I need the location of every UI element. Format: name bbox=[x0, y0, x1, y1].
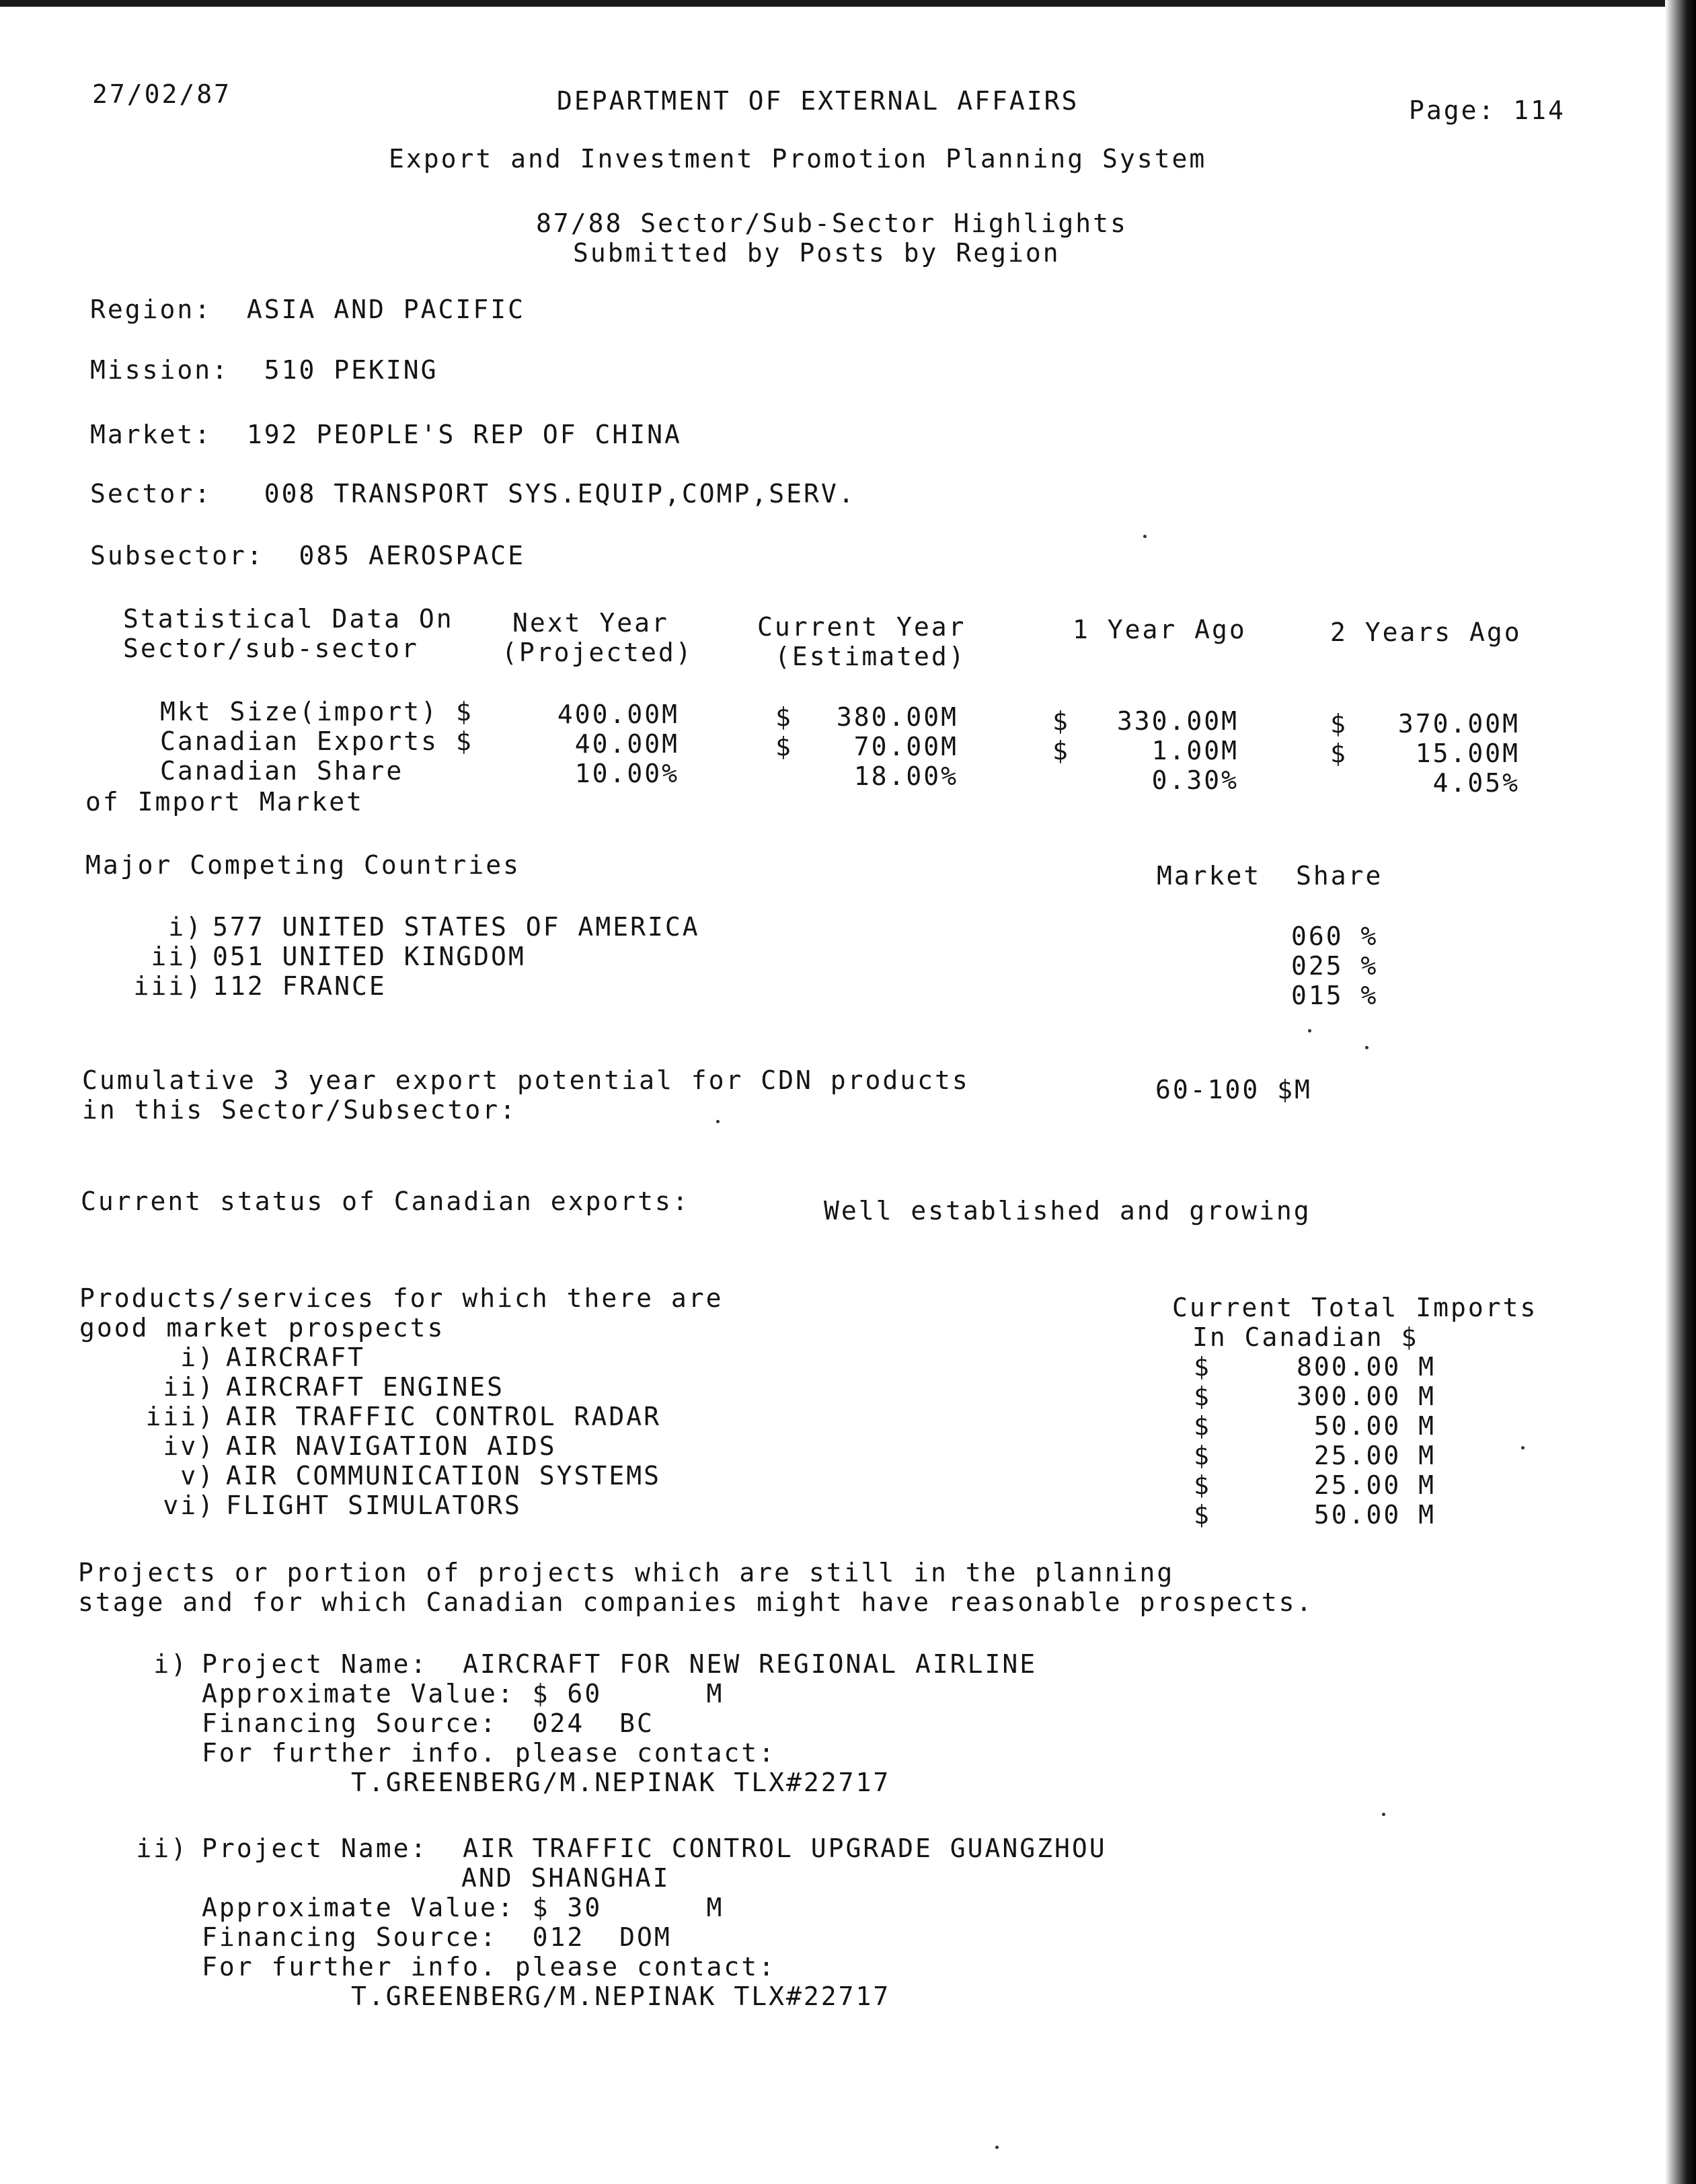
project-financing: Financing Source: 012 DOM bbox=[202, 1922, 672, 1952]
product-import-value: 25.00 M bbox=[1313, 1441, 1436, 1470]
product-import-value: 300.00 M bbox=[1296, 1382, 1436, 1411]
report-date: 27/02/87 bbox=[92, 79, 232, 109]
product-name: FLIGHT SIMULATORS bbox=[226, 1491, 522, 1520]
competitor-share: 060 % bbox=[1291, 921, 1379, 951]
cell-one-year-ago: 1.00M bbox=[1151, 736, 1239, 765]
export-potential-value: 60-100 $M bbox=[1155, 1075, 1312, 1104]
export-potential-label: Cumulative 3 year export potential for CDN products bbox=[82, 1065, 970, 1095]
imports-header: Current Total Imports bbox=[1172, 1293, 1538, 1322]
col-next-year: Next Year bbox=[512, 608, 669, 638]
competitor-name: 577 UNITED STATES OF AMERICA bbox=[213, 912, 700, 942]
competitor-share: 015 % bbox=[1291, 981, 1379, 1010]
stats-header-label: Statistical Data On bbox=[123, 604, 454, 634]
mission-line: Mission: 510 PEKING bbox=[90, 355, 438, 385]
scan-speck bbox=[716, 1120, 720, 1123]
subsector-line: Subsector: 085 AEROSPACE bbox=[90, 541, 525, 570]
cell-currency: $ bbox=[1052, 736, 1070, 765]
product-currency: $ bbox=[1194, 1441, 1211, 1470]
sector-line: Sector: 008 TRANSPORT SYS.EQUIP,COMP,SERV. bbox=[90, 479, 856, 509]
product-name: AIR COMMUNICATION SYSTEMS bbox=[226, 1461, 661, 1491]
cell-currency: $ bbox=[775, 732, 793, 761]
system-title: Export and Investment Promotion Planning System bbox=[389, 144, 1207, 174]
col-current-year: Current Year bbox=[757, 612, 966, 642]
imports-header: In Canadian $ bbox=[1192, 1322, 1419, 1352]
project-contact-label: For further info. please contact: bbox=[202, 1738, 776, 1768]
cell-currency: $ bbox=[1052, 706, 1070, 736]
product-number: ii) bbox=[163, 1372, 215, 1402]
product-number: vi) bbox=[163, 1491, 215, 1520]
project-number: i) bbox=[153, 1649, 188, 1679]
projects-intro: Projects or portion of projects which are still in the planning bbox=[78, 1558, 1175, 1587]
competitor-number: ii) bbox=[151, 942, 203, 971]
product-import-value: 50.00 M bbox=[1313, 1500, 1436, 1530]
project-contact-label: For further info. please contact: bbox=[202, 1952, 776, 1982]
product-import-value: 800.00 M bbox=[1296, 1352, 1436, 1382]
scan-speck bbox=[995, 2146, 999, 2149]
col-current-year-sub: (Estimated) bbox=[775, 642, 966, 671]
project-contact-name: T.GREENBERG/M.NEPINAK TLX#22717 bbox=[351, 1768, 891, 1797]
scan-top-edge bbox=[0, 0, 1696, 7]
cell-one-year-ago: 0.30% bbox=[1151, 765, 1239, 795]
project-name-continued: AND SHANGHAI bbox=[461, 1863, 670, 1893]
cell-current-year: 380.00M bbox=[836, 702, 958, 732]
competitor-name: 112 FRANCE bbox=[213, 971, 387, 1001]
department-title: DEPARTMENT OF EXTERNAL AFFAIRS bbox=[557, 86, 1079, 116]
cell-two-years-ago: 370.00M bbox=[1397, 709, 1520, 739]
project-contact-name: T.GREENBERG/M.NEPINAK TLX#22717 bbox=[351, 1982, 891, 2011]
competitors-title: Major Competing Countries bbox=[85, 850, 521, 880]
scan-speck bbox=[1521, 1446, 1525, 1449]
market-share-header: Market Share bbox=[1157, 861, 1383, 891]
product-number: i) bbox=[180, 1343, 215, 1372]
competitor-number: i) bbox=[168, 912, 203, 942]
product-name: AIR TRAFFIC CONTROL RADAR bbox=[226, 1402, 661, 1431]
region-line: Region: ASIA AND PACIFIC bbox=[90, 295, 525, 324]
project-value: Approximate Value: $ 30 M bbox=[202, 1893, 724, 1922]
cell-current-year: 70.00M bbox=[853, 732, 958, 761]
project-financing: Financing Source: 024 BC bbox=[202, 1708, 654, 1738]
col-two-years-ago: 2 Years Ago bbox=[1330, 617, 1522, 647]
project-name: Project Name: AIR TRAFFIC CONTROL UPGRADE GUANGZHOU bbox=[202, 1834, 1107, 1863]
row-label: Canadian Exports $ bbox=[160, 726, 473, 756]
product-import-value: 50.00 M bbox=[1313, 1411, 1436, 1441]
scan-speck bbox=[1308, 1029, 1311, 1032]
highlights-title: 87/88 Sector/Sub-Sector Highlights bbox=[536, 209, 1128, 238]
col-next-year-sub: (Projected) bbox=[502, 638, 693, 667]
product-name: AIRCRAFT bbox=[226, 1343, 366, 1372]
row-label: Canadian Share bbox=[160, 756, 404, 786]
cell-two-years-ago: 4.05% bbox=[1432, 768, 1520, 798]
product-name: AIRCRAFT ENGINES bbox=[226, 1372, 505, 1402]
cell-currency: $ bbox=[1330, 739, 1348, 768]
stats-header-label: Sector/sub-sector bbox=[123, 634, 419, 663]
cell-next-year: 40.00M bbox=[574, 729, 679, 759]
project-name: Project Name: AIRCRAFT FOR NEW REGIONAL AIRLINE bbox=[202, 1649, 1038, 1679]
competitor-name: 051 UNITED KINGDOM bbox=[213, 942, 526, 971]
competitor-share: 025 % bbox=[1291, 951, 1379, 981]
col-one-year-ago: 1 Year Ago bbox=[1073, 615, 1247, 644]
product-name: AIR NAVIGATION AIDS bbox=[226, 1431, 557, 1461]
cell-currency: $ bbox=[775, 702, 793, 732]
submitted-subtitle: Submitted by Posts by Region bbox=[573, 238, 1061, 268]
product-number: iii) bbox=[145, 1402, 215, 1431]
export-potential-label: in this Sector/Subsector: bbox=[82, 1095, 517, 1125]
cell-two-years-ago: 15.00M bbox=[1415, 739, 1520, 768]
export-status-value: Well established and growing bbox=[824, 1196, 1311, 1226]
cell-one-year-ago: 330.00M bbox=[1116, 706, 1239, 736]
products-title: Products/services for which there are bbox=[79, 1283, 724, 1313]
product-number: v) bbox=[180, 1461, 215, 1491]
page-number: Page: 114 bbox=[1409, 96, 1566, 125]
project-value: Approximate Value: $ 60 M bbox=[202, 1679, 724, 1708]
scan-speck bbox=[1143, 535, 1147, 538]
scan-speck bbox=[1365, 1046, 1369, 1049]
scan-right-edge bbox=[1665, 0, 1696, 2184]
cell-next-year: 10.00% bbox=[574, 759, 679, 788]
row-label: Mkt Size(import) $ bbox=[160, 697, 473, 726]
market-line: Market: 192 PEOPLE'S REP OF CHINA bbox=[90, 420, 682, 449]
product-number: iv) bbox=[163, 1431, 215, 1461]
products-title: good market prospects bbox=[79, 1313, 445, 1343]
cell-next-year: 400.00M bbox=[557, 700, 679, 729]
product-currency: $ bbox=[1194, 1352, 1211, 1382]
cell-currency: $ bbox=[1330, 709, 1348, 739]
product-currency: $ bbox=[1194, 1411, 1211, 1441]
product-currency: $ bbox=[1194, 1500, 1211, 1530]
cell-current-year: 18.00% bbox=[853, 761, 958, 791]
product-currency: $ bbox=[1194, 1470, 1211, 1500]
product-currency: $ bbox=[1194, 1382, 1211, 1411]
product-import-value: 25.00 M bbox=[1313, 1470, 1436, 1500]
projects-intro: stage and for which Canadian companies might have reasonable prospects. bbox=[78, 1587, 1314, 1617]
project-number: ii) bbox=[136, 1834, 188, 1863]
row-label-continued: of Import Market bbox=[85, 787, 364, 817]
scan-speck bbox=[1382, 1813, 1385, 1816]
competitor-number: iii) bbox=[133, 971, 203, 1001]
export-status-label: Current status of Canadian exports: bbox=[81, 1187, 690, 1216]
